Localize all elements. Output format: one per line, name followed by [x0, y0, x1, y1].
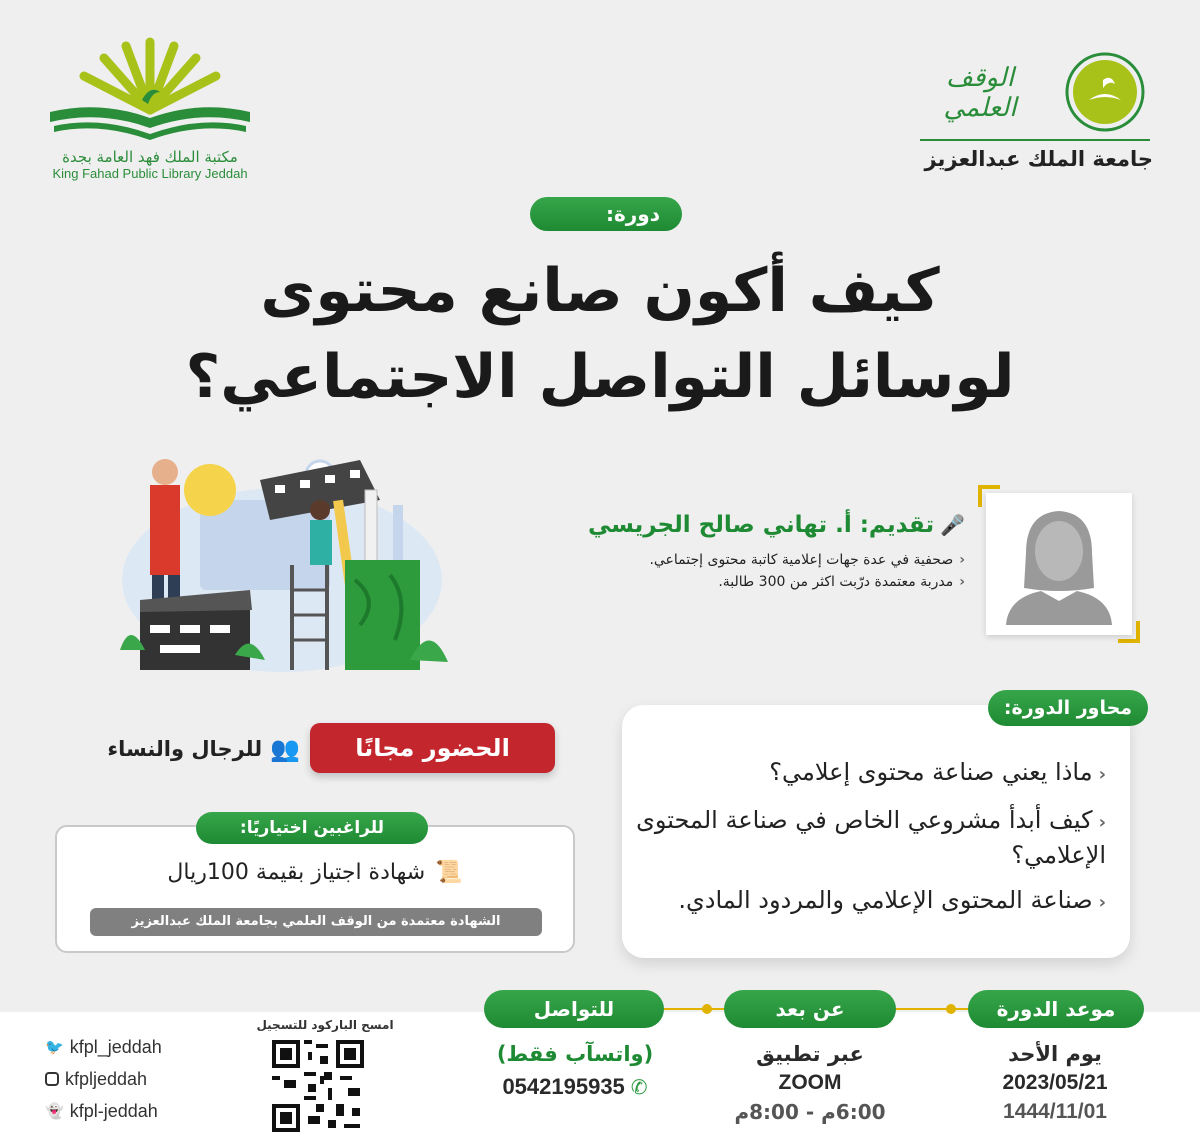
topics-header: محاور الدورة:	[988, 690, 1148, 726]
chevron-icon: ‹	[1098, 764, 1106, 785]
topics-card	[622, 705, 1130, 958]
contact-phone-row	[470, 1074, 680, 1100]
contact-header: للتواصل	[484, 990, 664, 1028]
avatar-placeholder-icon	[986, 493, 1132, 635]
schedule-day: يوم الأحد	[1008, 1042, 1102, 1066]
waqf-name: الوقف العلمي	[943, 63, 1017, 123]
certificate-header: للراغبين اختياريًا:	[196, 812, 428, 844]
chevron-icon: ‹	[1098, 812, 1106, 833]
schedule-date-gregorian: 2023/05/21	[1002, 1071, 1108, 1094]
remote-details	[710, 1040, 910, 1126]
audience	[50, 733, 300, 765]
course-title	[120, 248, 1080, 420]
kau-name: جامعة الملك عبدالعزيز	[924, 147, 1153, 171]
kfpl-arabic-name: مكتبة الملك فهد العامة بجدة	[62, 148, 238, 166]
remote-via: عبر تطبيق	[756, 1042, 864, 1066]
presenter-info	[560, 512, 965, 590]
remote-time: 6:00م - 8:00م	[734, 1100, 886, 1124]
kfpl-logo	[40, 30, 260, 190]
presenter-name: تقديم: أ. تهاني صالح الجريسي	[587, 512, 935, 538]
schedule-date-hijri: 1444/11/01	[1003, 1100, 1107, 1123]
contact-details	[470, 1040, 680, 1100]
qr-caption: امسح الباركود للتسجيل	[256, 1018, 394, 1032]
presenter-bullet: ‹مدربة معتمدة درّبت اكثر من 300 طالبة.	[718, 574, 965, 590]
kfpl-english-name: King Fahad Public Library Jeddah	[52, 166, 248, 181]
audience-text: للرجال والنساء	[107, 737, 263, 761]
contact-note: (واتسآب فقط)	[496, 1042, 654, 1066]
presenter-photo-frame	[978, 485, 1140, 643]
schedule-header: موعد الدورة	[968, 990, 1144, 1028]
registration-qr-code[interactable]	[272, 1040, 364, 1132]
instagram-handle: kfpljeddah	[65, 1068, 148, 1089]
free-attendance-badge: الحضور مجانًا	[310, 723, 555, 773]
people-icon: 👥	[270, 735, 300, 763]
certificate-note: الشهادة معتمدة من الوقف العلمي بجامعة الملك عبدالعزيز	[90, 908, 542, 936]
chevron-icon: ‹	[959, 552, 965, 568]
topic-item: ‹صناعة المحتوى الإعلامي والمردود المادي.	[678, 886, 1106, 914]
social-links	[45, 1032, 225, 1126]
book-sunburst-icon	[40, 30, 260, 140]
remote-app: ZOOM	[778, 1071, 842, 1094]
certificate-icon: 📜	[435, 860, 463, 885]
waqf-emblem-icon	[1063, 50, 1148, 135]
course-tag: دورة:	[530, 197, 682, 231]
snapchat-icon: 👻	[45, 1102, 64, 1120]
chevron-icon: ‹	[1098, 892, 1106, 913]
connector-dot	[702, 1004, 712, 1014]
twitter-icon: 🐦	[45, 1038, 64, 1056]
snapchat-handle: kfpl-jeddah	[69, 1100, 158, 1121]
contact-phone[interactable]: 0542195935	[502, 1074, 625, 1099]
course-title-line-1: كيف أكون صانع محتوى	[260, 256, 940, 326]
presenter-bullet: ‹صحفية في عدة جهات إعلامية كاتبة محتوى إجتماعي.	[649, 552, 965, 568]
whatsapp-icon: ✆	[630, 1075, 648, 1099]
social-twitter[interactable]	[45, 1032, 225, 1062]
social-instagram[interactable]	[45, 1062, 225, 1096]
twitter-handle: kfpl_jeddah	[69, 1036, 162, 1057]
chevron-icon: ‹	[959, 574, 965, 590]
connector-dot	[946, 1004, 956, 1014]
kau-waqf-logo	[915, 45, 1155, 185]
content-creation-illustration	[110, 450, 455, 680]
social-snapchat[interactable]	[45, 1096, 225, 1126]
course-title-line-2: لوسائل التواصل الاجتماعي؟	[185, 342, 1015, 412]
topic-item: ‹كيف أبدأ مشروعي الخاص في صناعة المحتوى الإعلامي؟	[636, 806, 1106, 869]
topic-item: ‹ماذا يعني صناعة محتوى إعلامي؟	[769, 758, 1106, 786]
certificate-text: شهادة اجتياز بقيمة 100ريال	[167, 860, 426, 885]
schedule-details	[960, 1040, 1150, 1126]
microphone-icon: 🎤	[940, 513, 965, 537]
certificate-price	[80, 860, 550, 885]
remote-header: عن بعد	[724, 990, 896, 1028]
instagram-icon	[45, 1072, 59, 1086]
